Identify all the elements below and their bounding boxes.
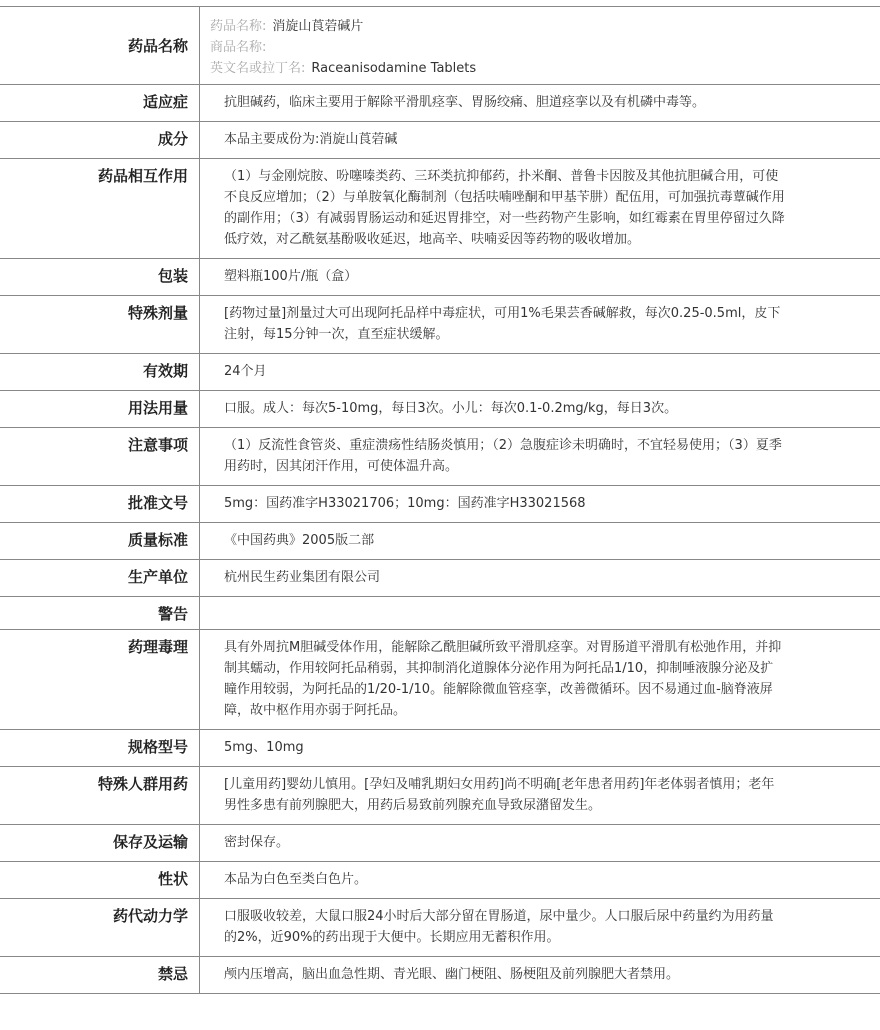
row-appearance bbox=[0, 862, 880, 899]
row-label: 性状 bbox=[0, 862, 200, 898]
row-value: 本品主要成份为:消旋山莨菪碱 bbox=[224, 132, 398, 147]
row-label: 用法用量 bbox=[0, 391, 200, 427]
row-interactions bbox=[0, 159, 880, 259]
row-label: 药品名称 bbox=[0, 7, 200, 84]
row-indications bbox=[0, 85, 880, 122]
row-dosage bbox=[0, 391, 880, 428]
row-special-dosage bbox=[0, 296, 880, 354]
row-pharmacology bbox=[0, 630, 880, 730]
row-value: 塑料瓶100片/瓶（盒） bbox=[224, 269, 358, 284]
row-value: 密封保存。 bbox=[224, 835, 290, 850]
row-label: 包装 bbox=[0, 259, 200, 295]
row-drug-name bbox=[0, 7, 880, 85]
row-value: 5mg、10mg bbox=[224, 740, 304, 755]
row-value: 5mg：国药准字H33021706；10mg：国药准字H33021568 bbox=[224, 496, 586, 511]
row-value: 本品为白色至类白色片。 bbox=[224, 872, 368, 887]
row-label: 药理毒理 bbox=[0, 630, 200, 729]
row-shelf-life bbox=[0, 354, 880, 391]
row-label: 成分 bbox=[0, 122, 200, 158]
row-label: 有效期 bbox=[0, 354, 200, 390]
row-warning bbox=[0, 597, 880, 630]
row-label: 药品相互作用 bbox=[0, 159, 200, 258]
english-name-key: 英文名或拉丁名: bbox=[210, 61, 306, 76]
row-value: 24个月 bbox=[224, 364, 267, 379]
row-label: 批准文号 bbox=[0, 486, 200, 522]
row-label: 特殊人群用药 bbox=[0, 767, 200, 824]
row-value: [药物过量]剂量过大可出现阿托品样中毒症状，可用1%毛果芸香碱解救，每次0.25-0.5ml，皮下注射，每15分钟一次，直至症状缓解。 bbox=[224, 306, 781, 342]
row-label: 禁忌 bbox=[0, 957, 200, 993]
row-value: 颅内压增高，脑出血急性期、青光眼、幽门梗阻、肠梗阻及前列腺肥大者禁用。 bbox=[224, 967, 680, 982]
generic-name-key: 药品名称: bbox=[210, 19, 267, 34]
row-label: 生产单位 bbox=[0, 560, 200, 596]
row-quality-standard bbox=[0, 523, 880, 560]
row-label: 适应症 bbox=[0, 85, 200, 121]
row-value: （1）反流性食管炎、重症溃疡性结肠炎慎用；（2）急腹症诊未明确时，不宜轻易使用；（3）夏季用药时，因其闭汗作用，可使体温升高。 bbox=[224, 438, 782, 474]
row-label: 注意事项 bbox=[0, 428, 200, 485]
row-pharmacokinetics bbox=[0, 899, 880, 957]
english-name-value: Raceanisodamine Tablets bbox=[311, 61, 477, 76]
english-name-line bbox=[210, 58, 785, 79]
drug-info-table bbox=[0, 6, 880, 994]
row-value: [儿童用药]婴幼儿慎用。[孕妇及哺乳期妇女用药]尚不明确[老年患者用药]年老体弱者慎用；老年男性多患有前列腺肥大，用药后易致前列腺充血导致尿潴留发生。 bbox=[224, 777, 775, 813]
row-label: 特殊剂量 bbox=[0, 296, 200, 353]
row-value: 杭州民生药业集团有限公司 bbox=[224, 570, 381, 585]
row-label: 警告 bbox=[0, 597, 200, 629]
generic-name-line bbox=[210, 16, 785, 37]
row-label: 质量标准 bbox=[0, 523, 200, 559]
row-manufacturer bbox=[0, 560, 880, 597]
row-label: 保存及运输 bbox=[0, 825, 200, 861]
row-contraindications bbox=[0, 957, 880, 994]
row-approval-number bbox=[0, 486, 880, 523]
row-ingredients bbox=[0, 122, 880, 159]
trade-name-line bbox=[210, 37, 785, 58]
row-precautions bbox=[0, 428, 880, 486]
row-value: （1）与金刚烷胺、吩噻嗪类药、三环类抗抑郁药，扑米酮、普鲁卡因胺及其他抗胆碱合用，可使不良反应增加；（2）与单胺氧化酶制剂（包括呋喃唑酮和甲基苄肼）配伍用，可加强抗毒蕈碱作用的副作用；（3）有减弱胃肠运动和延迟胃排空，对一些药物产生影响，如红霉素在胃里停留过久降低疗效，对乙酰氨基酚吸收延迟，地高辛、呋喃妥因等药物的吸收增加。 bbox=[224, 169, 785, 247]
row-value: 具有外周抗M胆碱受体作用，能解除乙酰胆碱所致平滑肌痉挛。对胃肠道平滑肌有松弛作用，并抑制其蠕动，作用较阿托品稍弱，其抑制消化道腺体分泌作用为阿托品1/10，抑制唾液腺分泌及扩瞳作用较弱，为阿托品的1/20-1/10。能解除微血管痉挛，改善微循环。因不易通过血-脑脊液屏障，故中枢作用亦弱于阿托品。 bbox=[224, 640, 782, 718]
row-value bbox=[200, 597, 880, 629]
row-label: 规格型号 bbox=[0, 730, 200, 766]
row-storage bbox=[0, 825, 880, 862]
row-value: 《中国药典》2005版二部 bbox=[224, 533, 375, 548]
row-packaging bbox=[0, 259, 880, 296]
row-specification bbox=[0, 730, 880, 767]
row-value: 抗胆碱药，临床主要用于解除平滑肌痉挛、胃肠绞痛、胆道痉挛以及有机磷中毒等。 bbox=[224, 95, 706, 110]
row-label: 药代动力学 bbox=[0, 899, 200, 956]
trade-name-key: 商品名称: bbox=[210, 40, 267, 55]
row-value: 口服。成人：每次5-10mg，每日3次。小儿：每次0.1-0.2mg/kg，每日3次。 bbox=[224, 401, 678, 416]
generic-name-value: 消旋山莨菪碱片 bbox=[272, 19, 364, 34]
row-value: 口服吸收较差，大鼠口服24小时后大部分留在胃肠道，尿中量少。人口服后尿中药量约为用药量的2%，近90%的药出现于大便中。长期应用无蓄积作用。 bbox=[224, 909, 774, 945]
drug-names-cell bbox=[200, 7, 880, 84]
row-special-populations bbox=[0, 767, 880, 825]
